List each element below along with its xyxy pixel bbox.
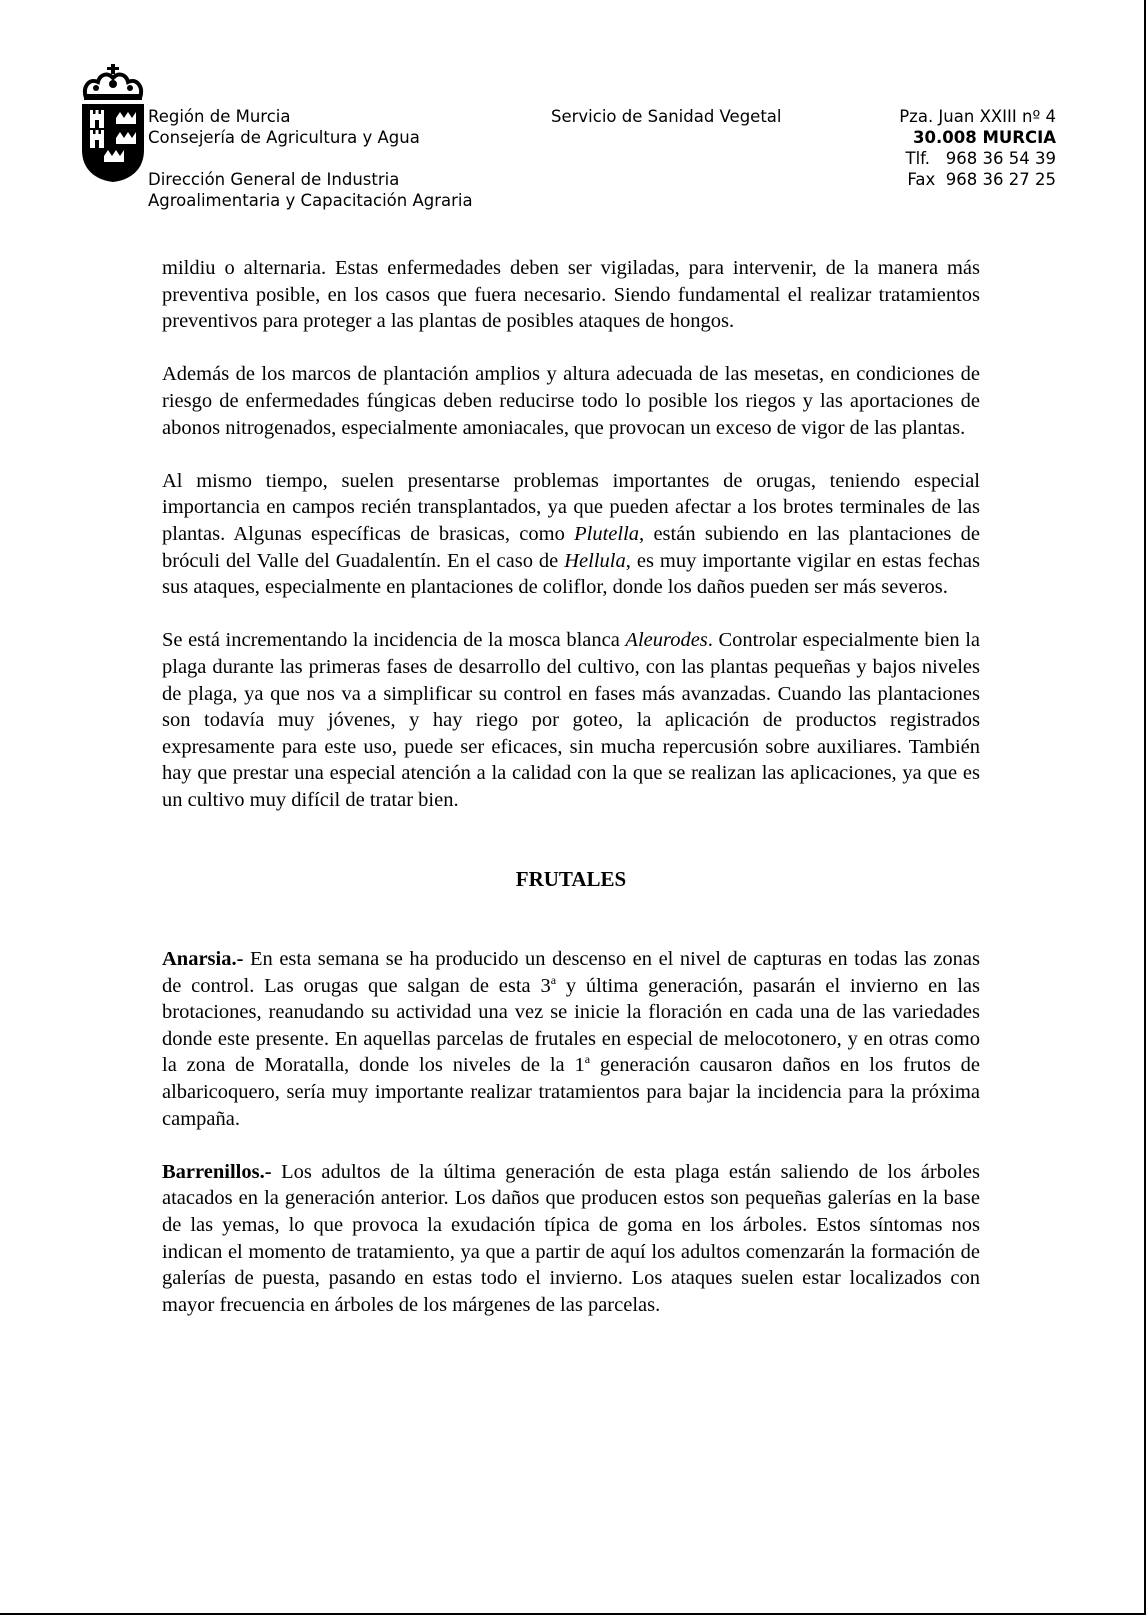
species-aleurodes: Aleurodes xyxy=(625,629,708,652)
paragraph-anarsia: Anarsia.- En esta semana se ha producido un descenso en el nivel de capturas en todas las zonas de control. Las orugas que salgan de esta 3$^a$ y última generación, pasarán el invierno en las brotaciones, reanudando su actividad una vez se inicie la floración en cada una de las variedades donde este presente. En aquellas parcelas de frutales en especial de melocotonero, y en otras como la zona de Moratalla, donde los niveles de la 1$^a$ generación causaron daños en los frutos de albaricoquero, sería muy importante realizar tratamientos para bajar la incidencia para la próxima campaña. xyxy=(162,948,981,1130)
service-name: Servicio de Sanidad Vegetal xyxy=(551,107,782,126)
region-crest-icon xyxy=(80,64,146,186)
species-hellula: Hellula xyxy=(564,549,626,572)
phone-number: 968 36 54 39 xyxy=(945,149,1056,168)
contact-block xyxy=(899,106,1056,190)
fax-line xyxy=(899,169,1056,190)
phone-label: Tlf. xyxy=(905,149,931,168)
city: 30.008 MURCIA xyxy=(913,128,1056,147)
org-department: Consejería de Agricultura y Agua xyxy=(148,128,420,147)
pest-name-anarsia: Anarsia.- xyxy=(162,948,244,971)
paragraph-plantation: Además de los marcos de plantación amplios y altura adecuada de las mesetas, en condiciones de riesgo de enfermedades fúngicas deben reducirse todo lo posible los riegos y las aportaciones de abonos nitrogenados, especialmente amoniacales, que provocan un exceso de vigor de las plantas. xyxy=(162,363,980,439)
section-title-frutales: FRUTALES xyxy=(515,867,627,892)
phone-line xyxy=(899,148,1056,169)
org-directorate: Dirección General de Industria xyxy=(148,170,400,189)
org-region: Región de Murcia xyxy=(148,107,291,126)
paragraph-barrenillos: Barrenillos.- Los adultos de la última generación de esta plaga están saliendo de los árboles atacados en la generación anterior. Los daños que producen estos son pequeñas galerías en la base de las yemas, lo que provoca la exudación típica de goma en los árboles. Estos síntomas nos indican el momento de tratamiento, ya que a partir de aquí los adultos comenzarán la formación de galerías de puesta, pasando en estas todo el invierno. Los ataques suelen estar localizados con mayor frecuencia en árboles de los márgenes de las parcelas. xyxy=(162,1160,980,1316)
document-body xyxy=(162,255,980,1345)
address: Pza. Juan XXIII nº 4 xyxy=(899,107,1056,126)
species-plutella: Plutella xyxy=(574,522,640,545)
fax-number: 968 36 27 25 xyxy=(945,170,1056,189)
org-directorate-cont: Agroalimentaria y Capacitación Agraria xyxy=(148,191,473,210)
fax-label: Fax xyxy=(907,170,936,189)
paragraph-diseases: mildiu o alternaria. Estas enfermedades deben ser vigiladas, para intervenir, de la manera más preventiva posible, en los casos que fuera necesario. Siendo fundamental el realizar tratamientos preventivos para proteger a las plantas de posibles ataques de hongos. xyxy=(162,257,980,333)
organization-block xyxy=(148,106,473,211)
pest-name-barrenillos: Barrenillos.- xyxy=(162,1160,272,1183)
paragraph-whitefly: Se está incrementando la incidencia de la mosca blanca Aleurodes. Controlar especialmente bien la plaga durante las primeras fases de desarrollo del cultivo, con las plantas pequeñas y bajos niveles de plaga, ya que nos va a simplificar su control en fases más avanzadas. Cuando las plantaciones son todavía muy jóvenes, y hay riego por goteo, la aplicación de productos registrados expresamente para este uso, puede ser eficaces, sin mucha repercusión sobre auxiliares. También hay que prestar una especial atención a la calidad con la que se realizan las aplicaciones, ya que es un cultivo muy difícil de tratar bien. xyxy=(162,629,980,811)
paragraph-caterpillars: Al mismo tiempo, suelen presentarse problemas importantes de orugas, teniendo especial importancia en campos recién transplantados, ya que pueden afectar a los brotes terminales de las plantas. Algunas específicas de brasicas, como Plutella, están subiendo en las plantaciones de bróculi del Valle del Guadalentín. En el caso de Hellula, es muy importante vigilar en estas fechas sus ataques, especialmente en plantaciones de coliflor, donde los daños pueden ser más severos. xyxy=(162,469,981,599)
